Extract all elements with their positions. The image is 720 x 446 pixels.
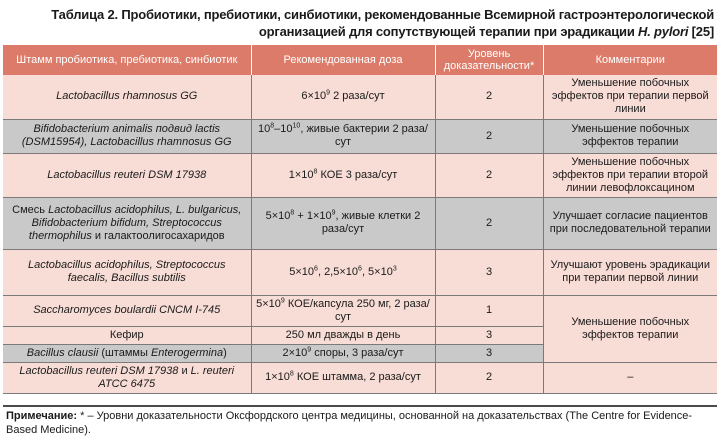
table-bottom-rule bbox=[3, 405, 717, 407]
strain-cell: Кефир bbox=[3, 326, 251, 344]
strain-cell: Lactobacillus reuteri DSM 17938 bbox=[3, 153, 251, 197]
footnote bbox=[6, 409, 714, 437]
header-comment: Комментарии bbox=[543, 45, 717, 75]
dose-cell: 250 мл дважды в день bbox=[251, 326, 435, 344]
footnote-text: * – Уровни доказательности Оксфордского центра медицины, основанной на доказательствах (The Centre for Evidence-Based Medicine). bbox=[6, 410, 693, 436]
merged-comment-cell: Уменьшение побочных эффектов терапии bbox=[543, 295, 717, 362]
level-cell: 3 bbox=[435, 344, 543, 362]
level-cell: 2 bbox=[435, 362, 543, 393]
dose-cell: $1\times 10^8$ КОЕ штамма, 2 раза/сут bbox=[251, 362, 435, 393]
dose-cell: $6\times 10^9$ 2 раза/сут bbox=[251, 75, 435, 119]
comment-cell: Улучшают уровень эрадикации при терапии первой линии bbox=[543, 249, 717, 295]
strain-cell: Lactobacillus acidophilus, Streptococcus faecalis, Bacillus subtilis bbox=[3, 249, 251, 295]
caption-line-1: Таблица 2. Пробиотики, пребиотики, синбиотики, рекомендованные Всемирной гастроэнтерологической bbox=[51, 7, 714, 22]
level-cell: 2 bbox=[435, 119, 543, 153]
table-header-row bbox=[3, 45, 717, 75]
strain-cell: Lactobacillus rhamnosus GG bbox=[3, 75, 251, 119]
caption-ref: [25] bbox=[688, 24, 714, 39]
comment-cell: Улучшает согласие пациентов при последовательной терапии bbox=[543, 197, 717, 249]
header-strain: Штамм пробиотика, пребиотика, синбиотик bbox=[3, 45, 251, 75]
dose-cell: $5\times 10^9$ КОЕ/капсула 250 мг, 2 раза/сут bbox=[251, 295, 435, 326]
dose-cell: $10^8-10^{10}$, живые бактерии 2 раза/сут bbox=[251, 119, 435, 153]
caption-line-2 bbox=[14, 23, 714, 40]
table-row bbox=[3, 119, 717, 153]
strain-cell: Saccharomyces boulardii CNCM I-745 bbox=[3, 295, 251, 326]
comment-cell: Уменьшение побочных эффектов при терапии второй линии левофлоксацином bbox=[543, 153, 717, 197]
level-cell: 3 bbox=[435, 249, 543, 295]
table-caption bbox=[14, 6, 714, 40]
table-row bbox=[3, 362, 717, 393]
comment-cell: – bbox=[543, 362, 717, 393]
dose-cell: $2\times 10^9$ споры, 3 раза/сут bbox=[251, 344, 435, 362]
table-row bbox=[3, 295, 717, 326]
caption-text: организацией для сопутствующей терапии при эрадикации bbox=[258, 24, 639, 39]
level-cell: 3 bbox=[435, 326, 543, 344]
dose-cell: $5\times 10^8 + 1\times 10^9$, живые клетки 2 раза/сут bbox=[251, 197, 435, 249]
level-cell: 1 bbox=[435, 295, 543, 326]
table-row bbox=[3, 249, 717, 295]
caption-pathogen: H. pylori bbox=[638, 24, 689, 39]
level-cell: 2 bbox=[435, 153, 543, 197]
strain-cell: Смесь Lactobacillus acidophilus, L. bulgaricus, Bifidobacterium bifidum, Streptococcus thermophilus и галактоолигосахаридов bbox=[3, 197, 251, 249]
comment-cell: Уменьшение побочных эффектов терапии bbox=[543, 119, 717, 153]
probiotics-table bbox=[3, 45, 717, 394]
comment-cell: Уменьшение побочных эффектов при терапии первой линии bbox=[543, 75, 717, 119]
dose-cell: $5\times 10^6$, $2,5\times 10^6$, $5\times 10^3$ bbox=[251, 249, 435, 295]
table-row bbox=[3, 75, 717, 119]
table-row bbox=[3, 153, 717, 197]
table-row bbox=[3, 197, 717, 249]
level-cell: 2 bbox=[435, 197, 543, 249]
strain-cell: Bacillus clausii (штаммы Enterogermina) bbox=[3, 344, 251, 362]
header-dose: Рекомендованная доза bbox=[251, 45, 435, 75]
level-cell: 2 bbox=[435, 75, 543, 119]
footnote-label: Примечание: bbox=[6, 410, 78, 422]
header-level: Уровень доказательности* bbox=[435, 45, 543, 75]
dose-cell: $1\times 10^8$ КОЕ 3 раза/сут bbox=[251, 153, 435, 197]
strain-cell: Bifidobacterium animalis подвид lactis (DSM15954), Lactobacillus rhamnosus GG bbox=[3, 119, 251, 153]
strain-cell: Lactobacillus reuteri DSM 17938 и L. reuteri ATCC 6475 bbox=[3, 362, 251, 393]
